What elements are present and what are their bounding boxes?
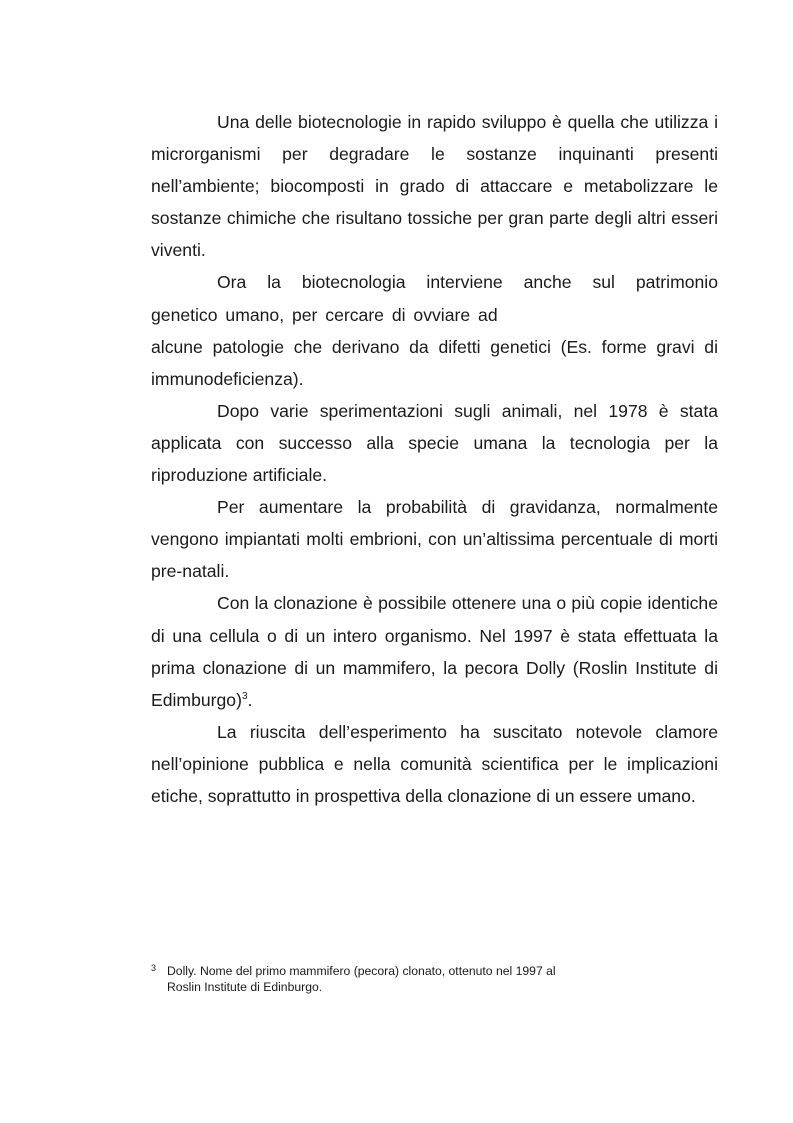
footnote-number: 3 bbox=[151, 963, 157, 973]
paragraph-biotech-microorganisms: Una delle biotecnologie in rapido sviluppo è quella che utilizza i microrganismi per degradare le sostanze inquinanti presenti nell’ambiente; biocomposti in grado di attaccare e metabolizzare le sostanze chimiche che risultano tossiche per gran parte degli altri esseri viventi. bbox=[151, 112, 718, 261]
paragraph-public-opinion: La riuscita dell’esperimento ha suscitato notevole clamore nell’opinione pubblica e nella comunità scientifica per le implicazioni etiche, soprattutto in prospettiva della clonazione di un essere umano. bbox=[151, 721, 718, 806]
paragraph-tail: . bbox=[247, 689, 253, 710]
paragraph-human-genetics bbox=[151, 266, 718, 394]
footnote-line: Dolly. Nome del primo mammifero (pecora) clonato, ottenuto nel 1997 al bbox=[167, 964, 556, 978]
paragraph-text: Con la clonazione è possibile ottenere una o più copie identiche di una cellula o di un intero organismo. Nel 1997 è stata effettuata la prima clonazione di un mammifero, la pecora Dolly (Roslin Institute di Edimburgo) bbox=[151, 593, 718, 710]
paragraph-artificial-reproduction: Dopo varie sperimentazioni sugli animali, nel 1978 è stata applicata con successo alla specie umana la tecnologia per la riproduzione artificiale. bbox=[151, 400, 718, 486]
paragraph-line: genetico umano, per cercare di ovviare ad bbox=[151, 304, 498, 325]
paragraph-embryos: Per aumentare la probabilità di gravidanza, normalmente vengono impiantati molti embrioni, con un’altissima percentuale di morti pre-natali. bbox=[151, 497, 718, 582]
body-text bbox=[151, 106, 718, 812]
paragraph-line: Ora la biotecnologia interviene anche sul patrimonio bbox=[217, 272, 718, 293]
footnote-line: Roslin Institute di Edinburgo. bbox=[167, 980, 323, 994]
paragraph-cloning bbox=[151, 587, 718, 715]
paragraph-line: alcune patologie che derivano da difetti genetici (Es. forme gravi di immunodeficienza). bbox=[151, 336, 718, 389]
footnote-reference[interactable]: 3 bbox=[241, 690, 248, 702]
footnote bbox=[151, 963, 621, 995]
